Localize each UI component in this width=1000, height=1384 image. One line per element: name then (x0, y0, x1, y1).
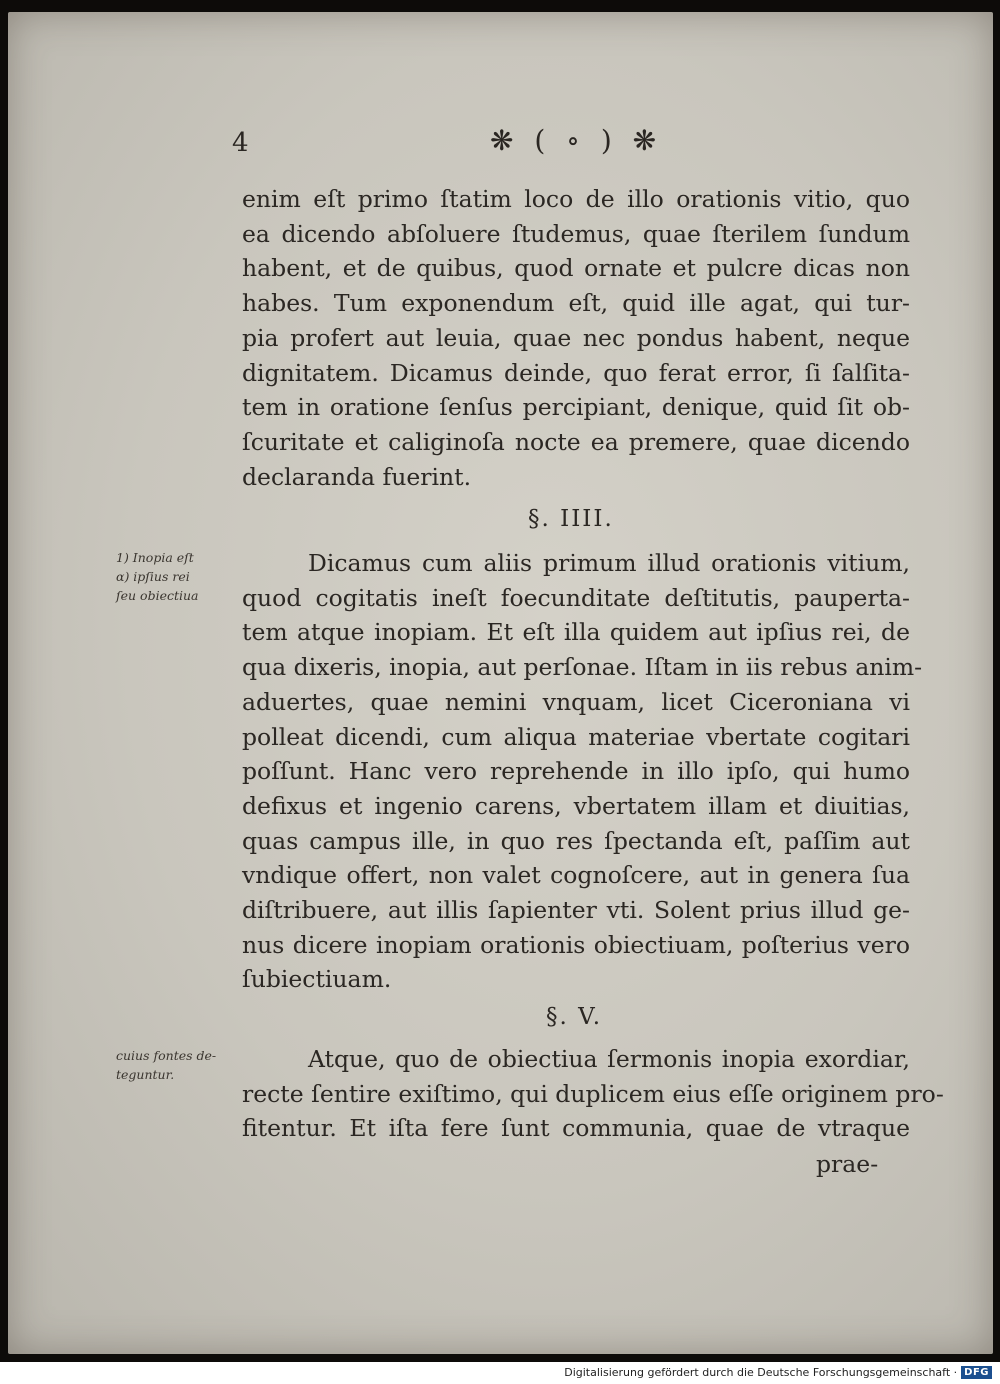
text-line: recte ſentire exiſtimo, qui duplicem eius eſſe originem pro- (242, 1079, 944, 1108)
section-heading-5: §. V. (546, 1004, 603, 1030)
text-line: habes. Tum exponendum eſt, quid ille agat, qui tur- (242, 289, 910, 318)
credit-text: Digitalisierung gefördert durch die Deutsche Forschungsgemeinschaft · (564, 1366, 958, 1379)
paragraph-section-4 (242, 546, 923, 997)
text-line: tem atque inopiam. Et eſt illa quidem aut ipſius rei, de (242, 618, 910, 647)
paragraph-continuation (242, 182, 910, 494)
margin-note-inopia (116, 548, 240, 605)
text-line: ea dicendo abſoluere ſtudemus, quae ſterilem ſundum (242, 219, 910, 248)
text-line: pia profert aut leuia, quae nec pondus habent, neque (242, 323, 910, 352)
text-line: poſſunt. Hanc vero reprehende in illo ipſo, qui humo (242, 757, 910, 786)
text-line: ſcuritate et caliginoſa nocte ea premere, quae dicendo (242, 427, 910, 456)
margin-note-line: 1) Inopia eſt (116, 550, 194, 565)
catchword: prae- (816, 1150, 879, 1178)
text-line: diſtribuere, aut illis ſapienter vti. Solent prius illud ge- (242, 896, 910, 925)
page-number: 4 (232, 128, 249, 158)
margin-note-line: teguntur. (116, 1067, 175, 1082)
paragraph-section-5 (242, 1042, 944, 1146)
text-line: dignitatem. Dicamus deinde, quo ferat error, ſi ſalſita- (242, 358, 910, 387)
text-line: Dicamus cum aliis primum illud orationis vitium, (308, 549, 910, 577)
section-heading-4: §. IIII. (528, 506, 614, 532)
margin-note-line: ſeu obiectiua (116, 588, 199, 603)
text-line: nus dicere inopiam orationis obiectiuam, poſterius vero (242, 930, 910, 959)
text-line: polleat dicendi, cum aliqua materiae vbertate cogitari (242, 722, 910, 751)
text-line: defixus et ingenio carens, vbertatem illam et diuitias, (242, 791, 910, 820)
text-line: aduertes, quae nemini vnquam, licet Ciceroniana vi (242, 687, 910, 716)
dfg-logo: DFG (961, 1366, 992, 1379)
text-line: quod cogitatis ineſt foecunditate deſtitutis, pauperta- (242, 583, 910, 612)
text-line: habent, et de quibus, quod ornate et pulcre dicas non (242, 254, 910, 283)
text-line: quas campus ille, in quo res ſpectanda eſt, paſſim aut (242, 826, 910, 855)
text-line: enim eſt primo ſtatim loco de illo orationis vitio, quo (242, 185, 910, 213)
margin-note-line: cuius fontes de- (116, 1048, 217, 1063)
text-line: declaranda fuerint. (242, 462, 472, 491)
text-line: Atque, quo de obiectiua ſermonis inopia exordiar, (308, 1045, 910, 1073)
text-line: fitentur. Et iſta fere ſunt communia, quae de vtraque (242, 1114, 910, 1143)
digitization-credit (564, 1366, 992, 1379)
text-line: qua dixeris, inopia, aut perſonae. Iſtam in iis rebus anim- (242, 653, 923, 682)
text-line: tem in oratione ſenſus percipiant, denique, quid ſit ob- (242, 393, 910, 422)
text-line: ſubiectiuam. (242, 965, 392, 994)
running-header-ornament: ❋ ( ∘ ) ❋ (490, 124, 663, 157)
margin-note-line: α) ipſius rei (116, 569, 190, 584)
text-line: vndique offert, non valet cognoſcere, aut in genera ſua (242, 861, 910, 890)
margin-note-fontes (116, 1046, 240, 1084)
